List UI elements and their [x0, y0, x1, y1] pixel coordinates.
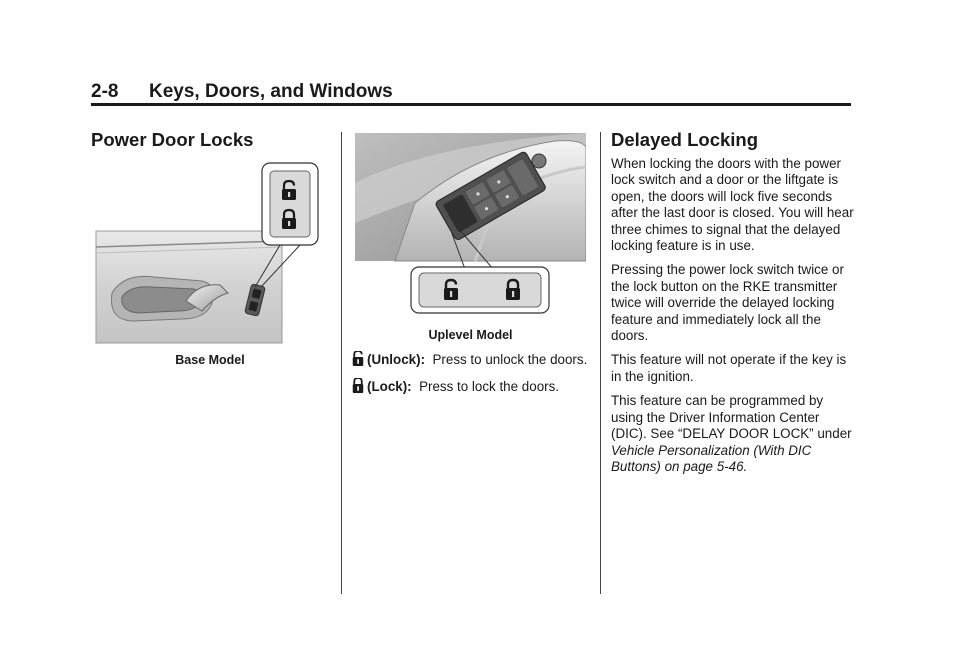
lock-icon [352, 378, 364, 393]
lock-description [352, 378, 592, 395]
paragraph-with-reference [611, 393, 857, 475]
unlock-icon [352, 351, 364, 366]
column-divider-2 [600, 132, 601, 594]
lock-text: Press to lock the doors. [419, 379, 560, 395]
figure-caption-base-model: Base Model [175, 353, 245, 367]
paragraph: Pressing the power lock switch twice or the lock button on the RKE transmitter twice will override the delayed locking feature and immediately lock all the doors. [611, 262, 844, 344]
unlock-description [352, 351, 592, 368]
page-header [91, 80, 851, 104]
lock-button-descriptions [352, 351, 592, 404]
base-model-illustration [94, 161, 326, 346]
cross-reference-link[interactable]: Vehicle Personalization (With DIC Buttons) on page 5-46. [611, 442, 812, 474]
header-rule [91, 103, 851, 106]
column-divider-1 [341, 132, 342, 594]
section-heading-delayed-locking: Delayed Locking [611, 129, 759, 150]
delayed-locking-body [611, 156, 857, 483]
lock-term: (Lock): [367, 379, 412, 395]
reference-text: This feature can be programmed by using the Driver Information Center (DIC). See “DELAY DOOR LOCK” under [611, 393, 852, 442]
unlock-text: Press to unlock the doors. [432, 352, 588, 367]
paragraph: This feature will not operate if the key is in the ignition. [611, 352, 847, 384]
unlock-term: (Unlock): [367, 352, 426, 367]
section-title: Keys, Doors, and Windows [149, 81, 393, 102]
section-heading-power-door-locks: Power Door Locks [91, 129, 254, 150]
section-number: 2-8 [91, 81, 119, 102]
figure-caption-uplevel-model: Uplevel Model [428, 328, 513, 342]
uplevel-model-illustration [355, 133, 586, 316]
paragraph: When locking the doors with the power lock switch and a door or the liftgate is open, the doors will lock five seconds after the last door is closed. You will hear three chimes to signal that the delayed locking feature is in use. [611, 156, 854, 254]
